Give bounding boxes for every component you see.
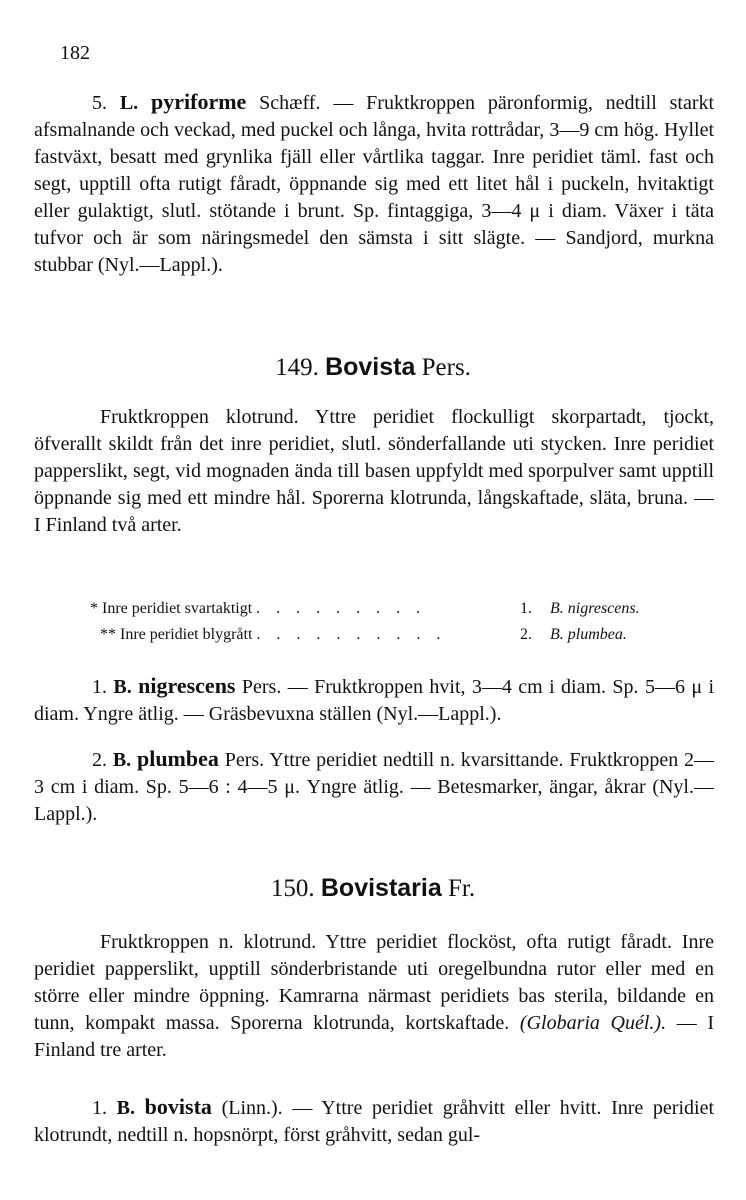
key-number: 1.: [520, 600, 532, 617]
genus-author: Pers.: [421, 354, 471, 381]
genus-heading: [0, 874, 746, 903]
genus-author: Fr.: [448, 875, 476, 902]
genus-description: Fruktkroppen klotrund. Yttre peridiet flockulligt skorpartadt, tjockt, öfverallt skildt från det inre peridiet, slutl. sönderfallande uti stycken. Inre peridiet papperslikt, segt, vid mognaden ända till basen uppfyldt med sporpulver samt upptill öppnande sig med ett mindre hål. Sporerna klotrunda, långskaftade, släta, bruna. — I Finland två arter.: [34, 406, 714, 536]
species-entry: [34, 1093, 714, 1149]
species-description: — Yttre peridiet gråhvitt eller hvitt. Inre peridiet klotrundt, nedtill n. hopsnörpt, först gråhvitt, sedan gul-: [34, 1097, 715, 1146]
species-name: pyriforme: [151, 89, 247, 114]
genus-number: 150.: [270, 875, 315, 902]
genus-name: Bovista: [325, 353, 416, 381]
species-entry: [34, 672, 714, 728]
key-label: ** Inre peridiet blygrått: [100, 626, 253, 643]
genus-abbreviation: B.: [112, 749, 132, 771]
species-author: Schæff.: [259, 92, 321, 114]
key-row: [90, 596, 690, 622]
species-author: (Linn.).: [221, 1097, 283, 1119]
genus-name: Bovistaria: [320, 874, 442, 902]
species-number: 1.: [92, 676, 107, 698]
genus-abbreviation: B.: [113, 676, 132, 698]
species-name: nigrescens: [138, 673, 236, 698]
species-author: Pers.: [224, 749, 265, 771]
genus-description: Fruktkroppen n. klotrund. Yttre peridiet flocköst, ofta rutigt fåradt. Inre peridiet papperslikt, upptill sönderbristande uti oregelbundna rutor eller med en större eller mindre öppning. Kamrarna närmast peridiets bas sterila, bildande en tunn, kompakt massa. Sporerna klotrunda, kortskaftade. (Globaria Quél.). — I Finland tre arter.: [34, 931, 715, 1061]
key-result: B. plumbea.: [550, 626, 627, 643]
key-row: [90, 622, 690, 648]
species-name: bovista: [144, 1094, 212, 1119]
key-result: B. nigrescens.: [550, 600, 640, 617]
species-number: 5.: [92, 92, 107, 114]
key-leader-dots: . . . . . . . . .: [256, 600, 427, 617]
species-entry: [34, 745, 714, 828]
synonym: (Globaria Quél.).: [519, 1012, 667, 1034]
species-description: — Fruktkroppen päronformig, nedtill starkt afsmalnande och veckad, med puckel och långa, hvita rottrådar, 3—9 cm hög. Hyllet fastväxt, besatt med grynlika fjäll eller vårtlika taggar. Inre peridiet täml. fast och segt, upptill ofta rutigt fåradt, öppnande sig med ett litet hål i puckeln, hvitaktigt eller gulaktigt, slutl. stötande i brunt. Sp. fintaggiga, 3—4 μ i diam. Växer i täta tufvor och är som näringsmedel den sämsta i sitt slägte. — Sandjord, murkna stubbar (Nyl.—Lappl.).: [34, 92, 715, 276]
key-number: 2.: [520, 626, 532, 643]
genus-heading: [0, 353, 746, 382]
species-name: plumbea: [136, 746, 219, 771]
key-label: * Inre peridiet svartaktigt: [90, 600, 253, 617]
genus-number: 149.: [275, 354, 319, 381]
species-number: 2.: [92, 749, 107, 771]
species-author: Pers.: [241, 676, 282, 698]
genus-abbreviation: L.: [119, 92, 139, 114]
species-description: Yttre peridiet nedtill n. kvarsittande. Fruktkroppen 2—3 cm i diam. Sp. 5—6 : 4—5 μ. Yngre ätlig. — Betesmarker, ängar, åkrar (Nyl.—Lappl.).: [34, 749, 715, 825]
genus-abbreviation: B.: [116, 1097, 135, 1119]
key-leader-dots: . . . . . . . . . .: [256, 626, 447, 643]
species-description: — Fruktkroppen hvit, 3—4 cm i diam. Sp. 5—6 μ i diam. Yngre ätlig. — Gräsbevuxna ställen (Nyl.—Lappl.).: [34, 676, 715, 725]
species-key: [90, 596, 690, 648]
species-entry: [34, 88, 714, 279]
species-number: 1.: [92, 1097, 107, 1119]
page-number: 182: [60, 42, 90, 64]
